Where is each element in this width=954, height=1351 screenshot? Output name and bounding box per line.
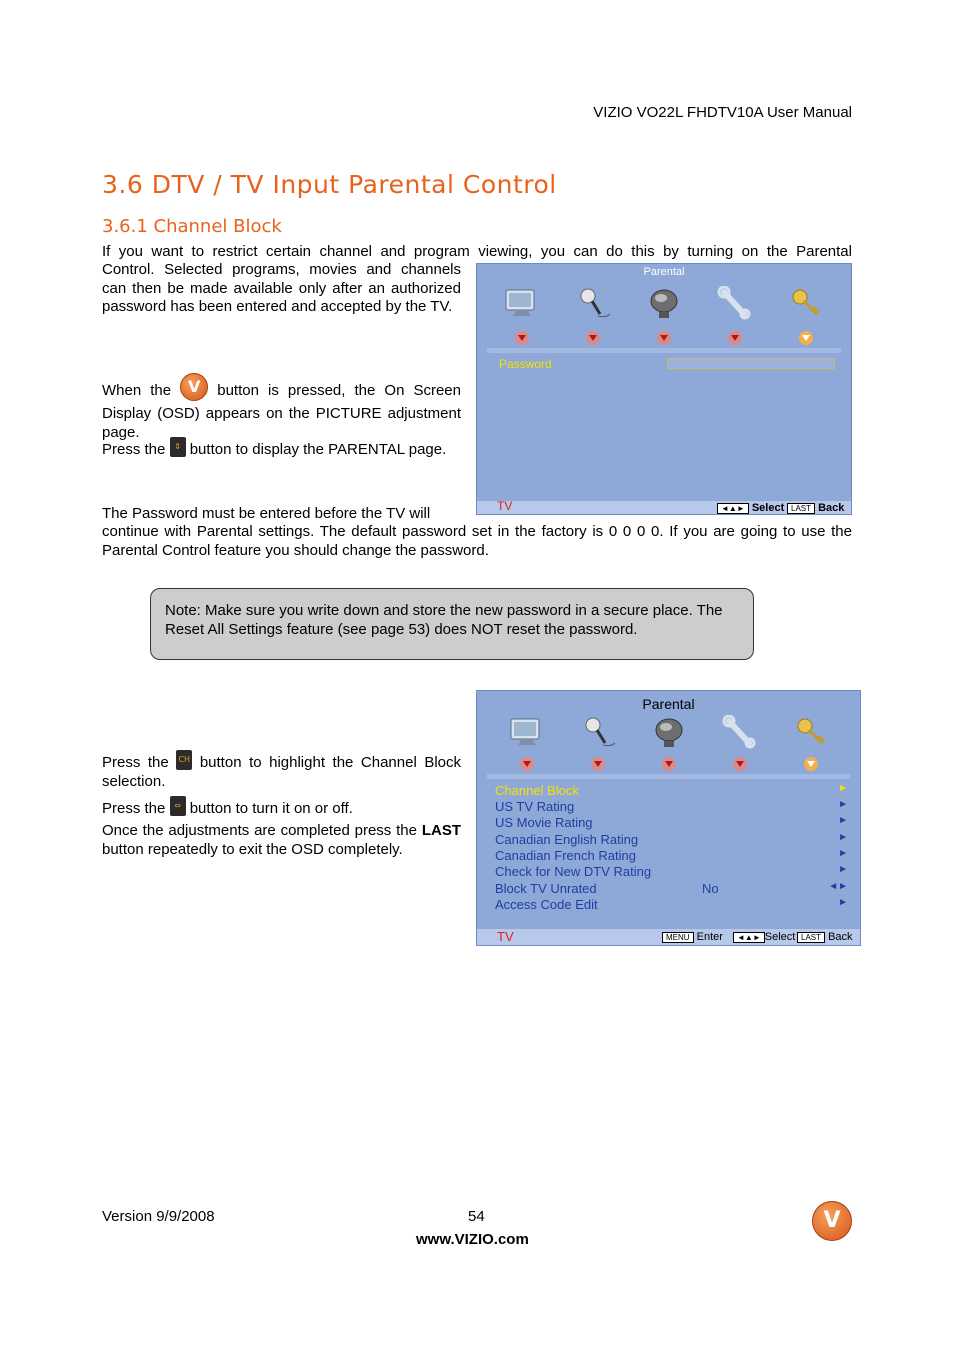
menu-item-us-tv-rating[interactable] bbox=[495, 799, 848, 814]
menu-arrow-icon bbox=[586, 331, 600, 345]
when-post-text: button is pressed, the On Screen Display (OSD) appears on the PICTURE adjustment page. bbox=[102, 381, 461, 441]
toggle-pre-text: Press the bbox=[102, 799, 166, 817]
satellite-dish-icon bbox=[650, 715, 688, 749]
osd-arrow-row bbox=[477, 757, 860, 771]
menu-item-canadian-english-rating[interactable] bbox=[495, 832, 848, 847]
menu-item-arrow-icon: ◄► bbox=[828, 881, 848, 892]
password-paragraph: continue with Parental settings. The default password set in the factory is 0 0 0 0. If you are going to use the Parental Control feature you should change the password. bbox=[102, 523, 852, 559]
picture-monitor-icon bbox=[508, 715, 546, 749]
osd-status-bar bbox=[477, 501, 851, 514]
press-post-text: button to display the PARENTAL page. bbox=[189, 440, 447, 458]
menu-item-check-new-dtv-rating[interactable] bbox=[495, 864, 848, 879]
arrow-key-icon: ◄▲► bbox=[733, 932, 765, 943]
osd-back-hint bbox=[787, 502, 844, 514]
osd-source-label: TV bbox=[497, 929, 514, 944]
highlight-pre-text: Press the bbox=[102, 753, 169, 771]
picture-monitor-icon bbox=[503, 286, 541, 320]
press-pre-text: Press the bbox=[102, 440, 166, 458]
password-input[interactable] bbox=[667, 358, 835, 369]
when-paragraph bbox=[102, 377, 461, 442]
menu-item-arrow-icon: ► bbox=[838, 832, 848, 843]
osd-select-hint bbox=[733, 931, 795, 943]
osd-source-label: TV bbox=[497, 499, 513, 513]
osd-back-hint bbox=[797, 931, 853, 943]
menu-arrow-icon bbox=[733, 757, 747, 771]
subsection-title: 3.6.1 Channel Block bbox=[102, 216, 282, 237]
password-line: The Password must be entered before the TV will bbox=[102, 505, 431, 522]
menu-arrow-icon-active bbox=[799, 331, 813, 345]
menu-arrow-icon bbox=[657, 331, 671, 345]
menu-item-arrow-icon: ► bbox=[838, 848, 848, 859]
osd-title: Parental bbox=[643, 266, 685, 278]
vizio-logo-icon bbox=[812, 1201, 852, 1241]
menu-item-label: US Movie Rating bbox=[495, 815, 593, 830]
osd-icon-row bbox=[477, 715, 860, 749]
audio-microphone-icon bbox=[574, 286, 612, 320]
channel-button-icon: CH bbox=[176, 750, 192, 770]
menu-item-label: Channel Block bbox=[495, 783, 579, 798]
back-label: Back bbox=[818, 502, 845, 514]
osd-divider bbox=[487, 774, 850, 779]
once-pre-text: Once the adjustments are completed press the bbox=[102, 822, 417, 839]
intro-line: If you want to restrict certain channel and program viewing, you can do this by turning on the Parental bbox=[102, 243, 852, 260]
section-title: 3.6 DTV / TV Input Parental Control bbox=[102, 170, 557, 199]
when-pre-text: When the bbox=[102, 381, 172, 399]
osd-parental-menu-screen bbox=[476, 690, 861, 946]
menu-item-label: Canadian English Rating bbox=[495, 832, 639, 847]
menu-arrow-icon bbox=[520, 757, 534, 771]
toggle-post-text: button to turn it on or off. bbox=[189, 799, 353, 817]
arrow-nav-button-icon: ⇔ bbox=[170, 796, 186, 816]
last-key: LAST bbox=[787, 503, 815, 514]
highlight-post-text: button to highlight the Channel Block selection. bbox=[102, 753, 461, 790]
menu-arrow-icon bbox=[515, 331, 529, 345]
menu-item-label: Access Code Edit bbox=[495, 897, 598, 912]
menu-item-arrow-icon: ► bbox=[838, 864, 848, 875]
menu-arrow-icon-active bbox=[804, 757, 818, 771]
menu-item-arrow-icon: ► bbox=[838, 897, 848, 908]
menu-item-channel-block[interactable] bbox=[495, 783, 848, 798]
parental-keys-icon bbox=[792, 715, 830, 749]
arrow-nav-button-icon: ⇕ bbox=[170, 437, 186, 457]
exit-paragraph bbox=[102, 822, 461, 859]
website-link[interactable]: www.VIZIO.com bbox=[416, 1231, 529, 1248]
menu-item-arrow-icon: ► bbox=[838, 783, 848, 794]
last-key: LAST bbox=[797, 932, 825, 943]
last-key-text: LAST bbox=[421, 822, 461, 839]
osd-title: Parental bbox=[642, 696, 695, 712]
menu-key: MENU bbox=[662, 932, 694, 943]
menu-item-value: No bbox=[702, 881, 719, 896]
osd-select-hint bbox=[717, 502, 784, 514]
press-display-paragraph bbox=[102, 440, 461, 460]
wrench-setup-icon bbox=[721, 715, 759, 749]
menu-item-label: Canadian French Rating bbox=[495, 848, 636, 863]
menu-item-us-movie-rating[interactable] bbox=[495, 815, 848, 830]
arrow-key-icon: ◄▲► bbox=[717, 503, 749, 514]
vizio-v-button-icon bbox=[180, 373, 208, 401]
menu-arrow-icon bbox=[591, 757, 605, 771]
menu-item-block-tv-unrated[interactable] bbox=[495, 881, 848, 896]
wrench-setup-icon bbox=[716, 286, 754, 320]
parental-keys-icon bbox=[787, 286, 825, 320]
select-label: Select bbox=[751, 502, 785, 514]
toggle-paragraph bbox=[102, 799, 461, 819]
password-note: Note: Make sure you write down and store the new password in a secure place. The Reset All Settings feature (see page 53) does NOT reset the password. bbox=[150, 588, 754, 660]
menu-arrow-icon bbox=[728, 331, 742, 345]
osd-divider bbox=[487, 348, 841, 353]
page-number: 54 bbox=[468, 1208, 485, 1225]
enter-label: Enter bbox=[696, 931, 723, 943]
menu-item-canadian-french-rating[interactable] bbox=[495, 848, 848, 863]
menu-item-label: Check for New DTV Rating bbox=[495, 864, 652, 879]
menu-item-label: Block TV Unrated bbox=[495, 881, 597, 896]
password-label: Password bbox=[499, 357, 552, 371]
menu-item-label: US TV Rating bbox=[495, 799, 575, 814]
menu-item-arrow-icon: ► bbox=[838, 815, 848, 826]
audio-microphone-icon bbox=[579, 715, 617, 749]
menu-item-access-code-edit[interactable] bbox=[495, 897, 848, 912]
osd-arrow-row bbox=[477, 331, 851, 345]
highlight-paragraph bbox=[102, 753, 461, 792]
manual-title: VIZIO VO22L FHDTV10A User Manual bbox=[593, 104, 852, 121]
osd-status-bar bbox=[477, 929, 860, 945]
back-label: Back bbox=[828, 931, 853, 943]
menu-arrow-icon bbox=[662, 757, 676, 771]
menu-item-arrow-icon: ► bbox=[838, 799, 848, 810]
osd-icon-row bbox=[477, 286, 851, 320]
satellite-dish-icon bbox=[645, 286, 683, 320]
intro-paragraph: Control. Selected programs, movies and channels can then be made available only after an authorized password has been entered and accepted by the TV. bbox=[102, 261, 461, 315]
osd-enter-hint bbox=[662, 931, 723, 943]
version-text: Version 9/9/2008 bbox=[102, 1208, 215, 1225]
osd-parental-password-screen bbox=[476, 263, 852, 515]
select-label: Select bbox=[764, 931, 796, 943]
once-post-text: button repeatedly to exit the OSD completely. bbox=[102, 840, 403, 858]
